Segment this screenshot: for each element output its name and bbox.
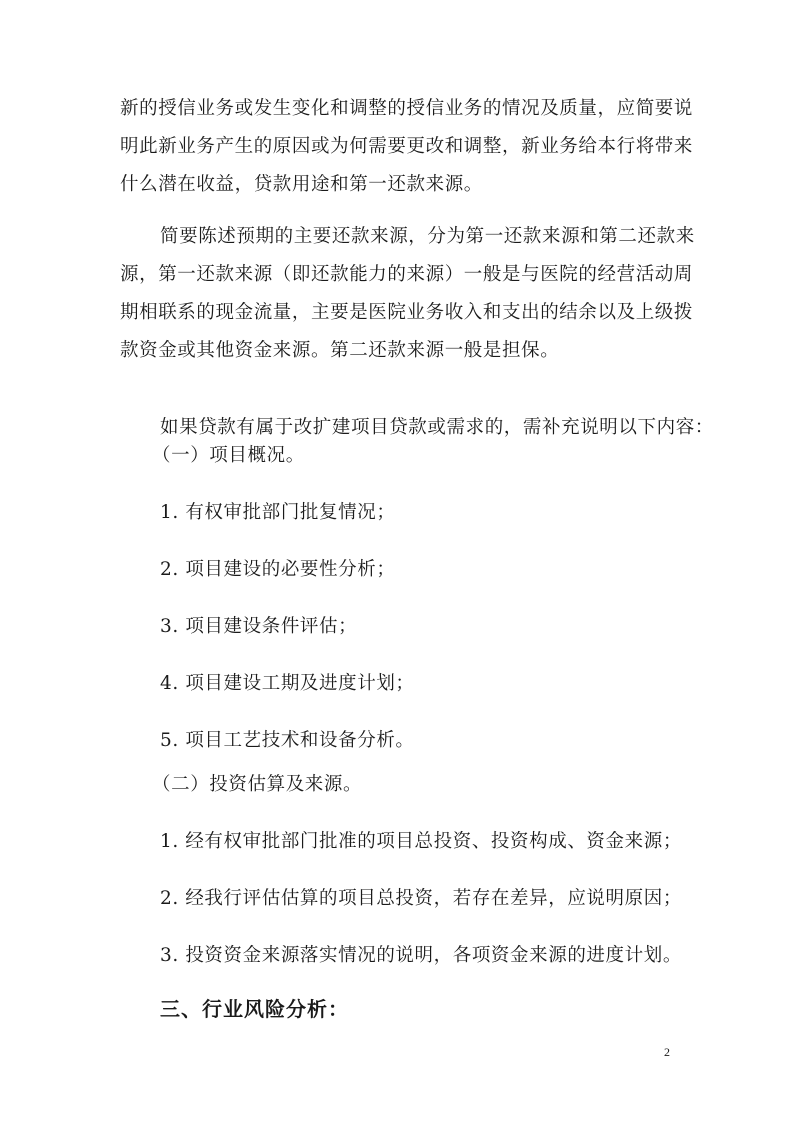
section-title: （二）投资估算及来源。 — [152, 774, 363, 795]
list-item: 1. 经有权审批部门批准的项目总投资、投资构成、资金来源； — [160, 831, 682, 852]
list-item: 4. 项目建设工期及进度计划； — [160, 673, 415, 694]
text-line: 源，第一还款来源（即还款能力的来源）一般是与医院的经营活动周 — [120, 264, 694, 285]
list-item: 1. 有权审批部门批复情况； — [160, 502, 396, 523]
page-number: 2 — [664, 1045, 670, 1059]
list-item: 3. 项目建设条件评估； — [160, 616, 358, 637]
list-item: 2. 项目建设的必要性分析； — [160, 559, 396, 580]
text-line: 什么潜在收益，贷款用途和第一还款来源。 — [120, 174, 483, 195]
text-line: 款资金或其他资金来源。第二还款来源一般是担保。 — [120, 340, 560, 361]
section-heading-industry-risk: 三、行业风险分析： — [160, 997, 349, 1021]
text-line: 如果贷款有属于改扩建项目贷款或需求的，需补充说明以下内容： — [160, 417, 714, 438]
list-item: 2. 经我行评估估算的项目总投资，若存在差异，应说明原因； — [160, 888, 682, 909]
text-line: 期相联系的现金流量，主要是医院业务收入和支出的结余以及上级拨 — [120, 302, 694, 323]
section-title: （一）项目概况。 — [152, 445, 305, 466]
text-line: 简要陈述预期的主要还款来源，分为第一还款来源和第二还款来 — [160, 226, 695, 247]
text-line: 新的授信业务或发生变化和调整的授信业务的情况及质量，应简要说 — [120, 98, 694, 119]
text-line: 明此新业务产生的原因或为何需要更改和调整，新业务给本行将带来 — [120, 136, 694, 157]
list-item: 3. 投资资金来源落实情况的说明，各项资金来源的进度计划。 — [160, 945, 682, 966]
list-item: 5. 项目工艺技术和设备分析。 — [160, 730, 415, 751]
